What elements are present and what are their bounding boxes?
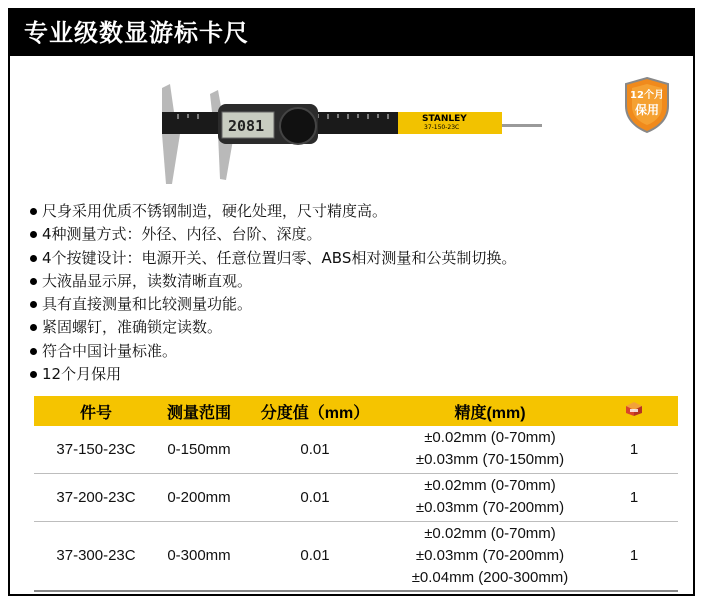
bullet-icon	[30, 231, 37, 238]
header-part: 件号	[34, 396, 158, 426]
warranty-line2: 保用	[634, 103, 659, 117]
bullet-icon	[30, 348, 37, 355]
cell-division: 0.01	[240, 521, 390, 591]
bullet-icon	[30, 255, 37, 262]
list-item: 大液晶显示屏，读数清晰直观。	[28, 270, 668, 293]
list-item: 符合中国计量标准。	[28, 340, 668, 363]
list-item: 紧固螺钉，准确锁定读数。	[28, 316, 668, 339]
bullet-icon	[30, 278, 37, 285]
header-range: 测量范围	[158, 396, 240, 426]
cell-range: 0-200mm	[158, 473, 240, 521]
cell-division: 0.01	[240, 426, 390, 473]
bullet-icon	[30, 301, 37, 308]
bullet-icon	[30, 208, 37, 215]
cell-part: 37-150-23C	[34, 426, 158, 473]
list-item: 具有直接测量和比较测量功能。	[28, 293, 668, 316]
header-qty	[590, 396, 678, 426]
warranty-badge	[624, 76, 670, 134]
header-accuracy: 精度(mm)	[390, 396, 590, 426]
caliper-image	[148, 74, 548, 194]
list-item: 12个月保用	[28, 363, 668, 386]
cell-accuracy: ±0.02mm (0-70mm) ±0.03mm (70-150mm)	[390, 426, 590, 473]
cell-part: 37-300-23C	[34, 521, 158, 591]
cell-qty: 1	[590, 473, 678, 521]
table-row	[34, 473, 678, 521]
feature-list	[28, 200, 668, 386]
list-item: 4种测量方式：外径、内径、台阶、深度。	[28, 223, 668, 246]
cell-accuracy: ±0.02mm (0-70mm) ±0.03mm (70-200mm)	[390, 473, 590, 521]
cell-range: 0-300mm	[158, 521, 240, 591]
list-item: 尺身采用优质不锈钢制造，硬化处理，尺寸精度高。	[28, 200, 668, 223]
list-item: 4个按键设计：电源开关、任意位置归零、ABS相对测量和公英制切换。	[28, 247, 668, 270]
box-icon	[624, 401, 644, 417]
cell-qty: 1	[590, 521, 678, 591]
cell-division: 0.01	[240, 473, 390, 521]
table-row	[34, 426, 678, 473]
warranty-line1: 12个月	[630, 90, 664, 101]
cell-range: 0-150mm	[158, 426, 240, 473]
cell-part: 37-200-23C	[34, 473, 158, 521]
cell-accuracy: ±0.02mm (0-70mm) ±0.03mm (70-200mm) ±0.04mm (200-300mm)	[390, 521, 590, 591]
table-header-row	[34, 396, 678, 426]
bullet-icon	[30, 324, 37, 331]
brand-label: STANLEY	[422, 114, 467, 124]
page-title: 专业级数显游标卡尺	[10, 10, 693, 56]
spec-table	[34, 396, 678, 592]
model-label: 37-150-23C	[424, 124, 460, 131]
cell-qty: 1	[590, 426, 678, 473]
product-card	[8, 8, 695, 596]
header-division: 分度值（mm）	[240, 396, 390, 426]
lcd-reading: 2081	[228, 117, 265, 135]
table-row	[34, 521, 678, 591]
bullet-icon	[30, 371, 37, 378]
